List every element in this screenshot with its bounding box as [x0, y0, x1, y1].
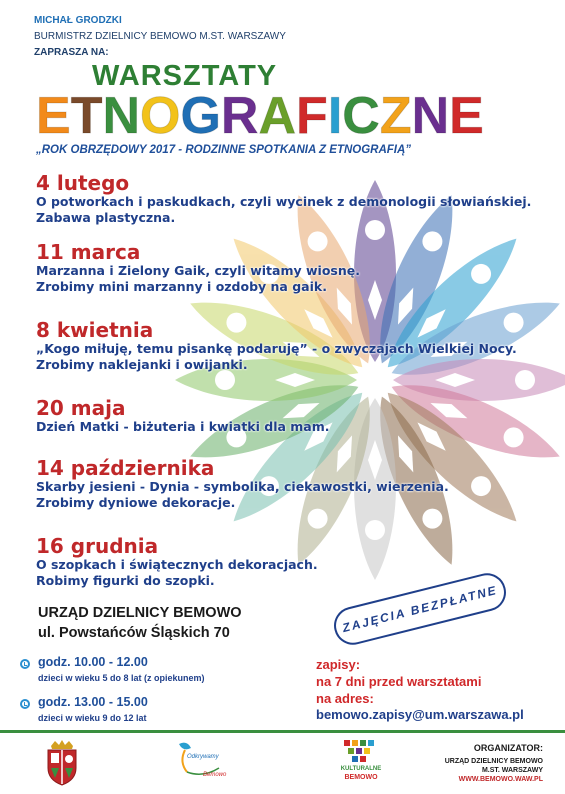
event-desc: „Kogo miłuję, temu pisankę podaruję” - o zwyczajach Wielkiej Nocy. [36, 341, 517, 356]
header-title: BURMISTRZ DZIELNICY BEMOWO M.ST. WARSZAWY [34, 31, 286, 42]
event-date: 20 maja [36, 396, 126, 420]
registration-line: zapisy: [316, 657, 361, 672]
organizer-name-line: M.ST. WARSZAWY [481, 767, 543, 774]
odkrywamy-bemowo-logo [173, 738, 243, 786]
session-hours: godz. 13.00 - 15.00 [38, 695, 148, 709]
event-desc: O szopkach i świątecznych dekoracjach. [36, 557, 318, 572]
headline-letter: Z [379, 87, 412, 145]
session-hours: godz. 10.00 - 12.00 [38, 655, 148, 669]
event-desc: Skarby jesieni - Dynia - symbolika, ciekawostki, wierzenia. [36, 479, 449, 494]
website-link[interactable]: WWW.BEMOWO.WAW.PL [458, 776, 543, 783]
logo-text: KULTURALNE [340, 766, 382, 772]
event-desc: Zrobimy mini marzanny i ozdoby na gaik. [36, 279, 327, 294]
coat-of-arms-logo [45, 740, 79, 786]
clock-icon [20, 699, 30, 709]
registration-info [316, 656, 524, 722]
headline-letter: C [342, 87, 380, 145]
headline-letter: N [102, 87, 141, 145]
event-desc: Dzień Matki - biżuteria i kwiatki dla mam. [36, 419, 330, 434]
headline-letter: R [220, 87, 259, 145]
registration-email[interactable]: bemowo.zapisy@um.warszawa.pl [316, 707, 524, 722]
event-5 [36, 457, 449, 511]
headline-letter: N [411, 87, 450, 145]
clock-icon [20, 659, 30, 669]
headline-etnograficzne [36, 87, 484, 145]
headline-letter: E [36, 87, 71, 145]
event-date: 8 kwietnia [36, 318, 154, 342]
registration-line: na 7 dni przed warsztatami [316, 674, 482, 689]
event-desc: Zabawa plastyczna. [36, 210, 176, 225]
headline-warsztaty: WARSZTATY [92, 60, 278, 92]
event-date: 4 lutego [36, 171, 130, 195]
event-2 [36, 241, 360, 295]
session-ages: dzieci w wieku 9 do 12 lat [38, 713, 147, 723]
event-desc: Robimy figurki do szopki. [36, 573, 215, 588]
header-invite: ZAPRASZA NA: [34, 47, 109, 58]
event-desc: O potworkach i paskudkach, czyli wycinek z demonologii słowiańskiej. [36, 194, 532, 209]
organizer-name-line: URZĄD DZIELNICY BEMOWO [444, 758, 543, 765]
event-desc: Marzanna i Zielony Gaik, czyli witamy wiosnę. [36, 263, 360, 278]
organizer-name [445, 757, 543, 775]
event-3 [36, 319, 517, 373]
registration-line: na adres: [316, 691, 374, 706]
header-name: MICHAŁ GRODZKI [34, 15, 122, 26]
organizer-label: ORGANIZATOR: [473, 743, 543, 753]
event-desc: Zrobimy dyniowe dekoracje. [36, 495, 236, 510]
headline-letter: G [180, 87, 221, 145]
event-desc: Zrobimy naklejanki i owijanki. [36, 357, 248, 372]
headline-letter: T [70, 87, 103, 145]
headline-letter: O [140, 87, 181, 145]
logo-text: Odkrywamy [187, 754, 219, 760]
logo-text: BEMOWO [344, 774, 378, 781]
footer-divider [0, 730, 565, 733]
session-ages: dzieci w wieku 5 do 8 lat (z opiekunem) [38, 673, 205, 683]
headline-letter: I [327, 87, 343, 145]
event-1 [36, 172, 531, 226]
logo-text: Bemowo [203, 772, 227, 778]
headline-letter: F [296, 87, 328, 145]
kulturalne-bemowo-logo [336, 738, 386, 788]
event-4 [36, 397, 330, 435]
event-date: 11 marca [36, 240, 141, 264]
event-6 [36, 535, 318, 589]
venue-name: URZĄD DZIELNICY BEMOWO [38, 605, 242, 621]
venue-address: ul. Powstańców Śląskich 70 [38, 625, 230, 641]
headline-letter: E [449, 87, 484, 145]
headline-letter: A [258, 87, 297, 145]
free-classes-label: ZAJĘCIA BEZPŁATNE [330, 569, 510, 648]
event-date: 16 grudnia [36, 534, 159, 558]
headline-subtitle: „ROK OBRZĘDOWY 2017 - RODZINNE SPOTKANIA Z ETNOGRAFIĄ” [36, 144, 412, 156]
event-date: 14 października [36, 456, 215, 480]
